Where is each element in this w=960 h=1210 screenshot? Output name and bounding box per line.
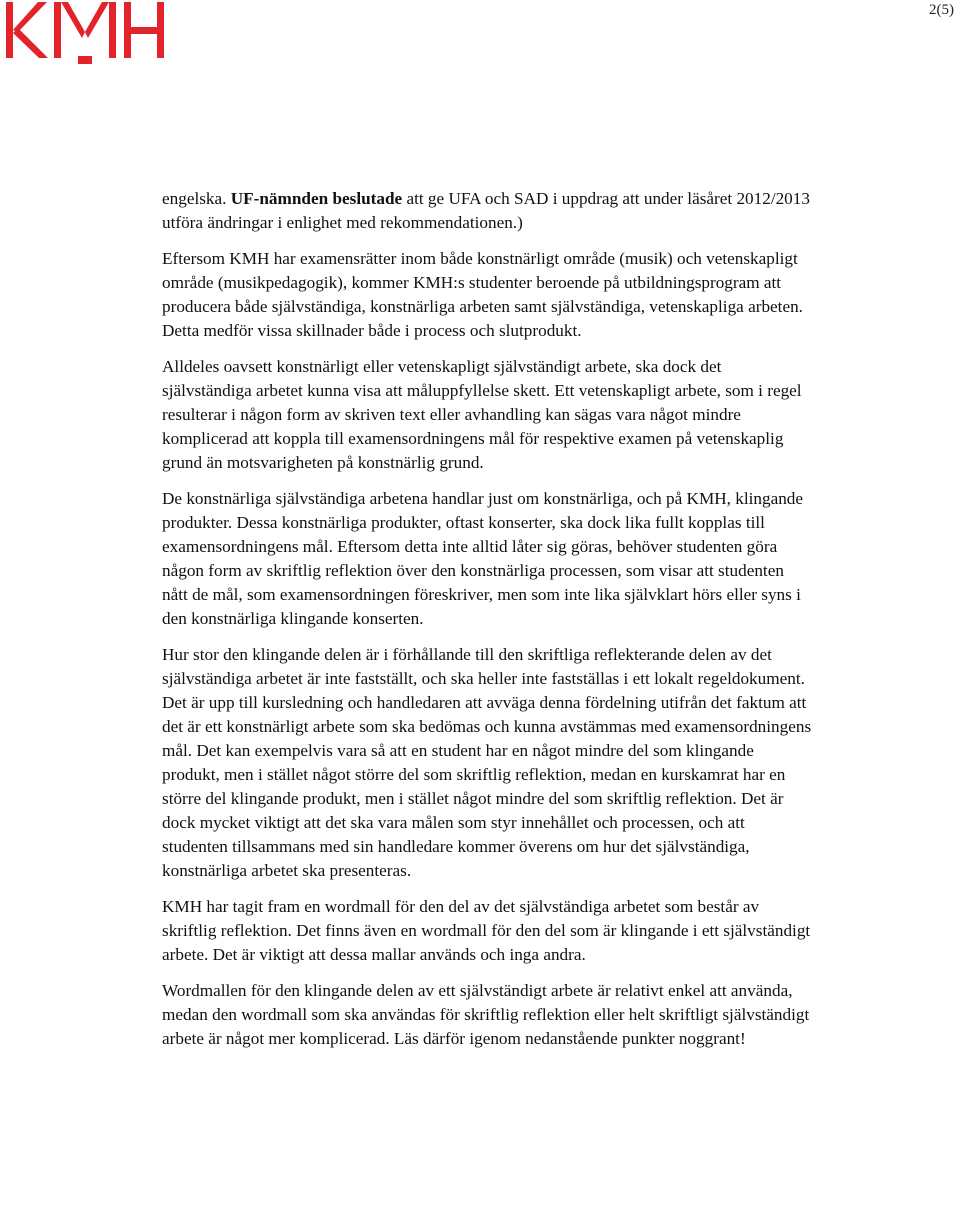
paragraph-5: Hur stor den klingande delen är i förhållande till den skriftliga reflekterande delen av det självständiga arbetet är inte fastställt, och ska heller inte fastställas i ett lokalt regeldokument. Det är upp till kursledning och handledaren att avväga denna fördelning utifrån det faktum att det är ett konstnärligt arbete som ska bedömas och kunna avstämmas med examensordningens mål. Det kan exempelvis vara så att en student har en något mindre del som klingande produkt, men i stället något större del som skriftlig reflektion, medan en kurskamrat har en större del klingande produkt, men i stället något mindre del som skriftlig reflektion. Det är dock mycket viktigt att det ska vara målen som styr innehållet och processen, och att studenten tillsammans med sin handledare kommer överens om hur det självständiga, konstnärliga arbetet ska presenteras. [162, 645, 812, 880]
page-number: 2(5) [929, 2, 954, 18]
paragraph-3: Alldeles oavsett konstnärligt eller vetenskapligt självständigt arbete, ska dock det självständiga arbetet kunna visa att måluppfyllelse skett. Ett vetenskapligt arbete, som i regel resulterar i någon form av skriven text eller avhandling kan sägas vara något mindre komplicerad att koppla till examensordningens mål för respektive examen på vetenskaplig grund än motsvarigheten på konstnärlig grund. [162, 357, 802, 472]
paragraph-1-lead: engelska. [162, 189, 231, 208]
paragraph-1-rest: att ge UFA och SAD i uppdrag att under läsåret 2012/2013 utföra ändringar i enlighet med rekommendationen.) [162, 189, 810, 232]
paragraph-6: KMH har tagit fram en wordmall för den del av det självständiga arbetet som består av skriftlig reflektion. Det finns även en wordmall för den del som är klingande i ett självständigt arbete. Det är viktigt att dessa mallar används och inga andra. [162, 897, 811, 964]
paragraph-4: De konstnärliga självständiga arbetena handlar just om konstnärliga, och på KMH, klingande produkter. Dessa konstnärliga produkter, oftast konserter, ska dock lika fullt kopplas till examensordningens mål. Eftersom detta inte alltid låter sig göras, behöver studenten göra någon form av skriftlig reflektion över den konstnärliga processen, som visar att studenten nått de mål, som examensordningen föreskriver, men som inte lika självklart hörs eller syns i den konstnärliga klingande konserten. [162, 489, 804, 628]
paragraph-1-bold: UF-nämnden beslutade [230, 189, 403, 208]
paragraph-7: Wordmallen för den klingande delen av ett självständigt arbete är relativt enkel att använda, medan den wordmall som ska användas för skriftlig reflektion eller helt skriftligt självständigt arbete är något mer komplicerad. Läs därför igenom nedanstående punkter noggrant! [162, 981, 810, 1048]
kmh-logo [4, 0, 168, 66]
paragraph-2: Eftersom KMH har examensrätter inom både konstnärligt område (musik) och vetenskapligt område (musikpedagogik), kommer KMH:s studenter beroende på utbildningsprogram att producera både självständiga, konstnärliga arbeten samt självständiga, vetenskapliga arbeten. Detta medför vissa skillnader både i process och slutprodukt. [162, 249, 803, 340]
paragraph-1 [162, 187, 812, 235]
document-body [162, 187, 812, 1063]
